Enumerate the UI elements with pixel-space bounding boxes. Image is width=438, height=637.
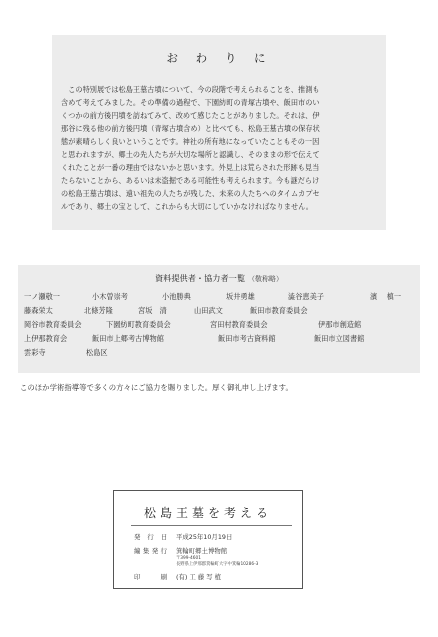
- contributor-name: 下園紡町教育委員会: [106, 320, 171, 329]
- published-value: 平成25年10月19日: [176, 533, 233, 541]
- contributor-name: 飯田市考古資料館: [218, 334, 276, 343]
- afterword-body: [61, 83, 378, 213]
- colophon-editor: [134, 546, 228, 555]
- contributors-panel: [18, 265, 420, 373]
- contributors-row: [24, 334, 414, 348]
- contributor-name: 北條芳隆: [84, 306, 113, 315]
- contributors-row: [24, 348, 414, 362]
- contributor-name: 岡谷市教育委員会: [24, 320, 82, 329]
- afterword-line: と思われますが、郷土の先人たちが大切な場所と認識し、そのままの形で伝えて: [61, 150, 320, 159]
- afterword-heading: お わ り に: [166, 51, 273, 65]
- acknowledgement-text: このほか学術指導等で多くの方々にご協力を賜りました。厚く御礼申し上げます。: [20, 383, 293, 392]
- afterword-line: たらないことから、あるいは未盗掘である可能性も考えられます。今も謎だらけ: [61, 176, 320, 185]
- afterword-line: ルであり、郷土の宝として、これからも大切にしていかなければなりません。: [61, 202, 313, 211]
- contributors-row: [24, 320, 414, 334]
- contributor-name: 松島区: [86, 348, 108, 357]
- contributor-name: 雲彩寺: [24, 348, 46, 357]
- afterword-line: くれたことが一番の理由ではないかと思います。外見上は荒らされた形跡も見当: [61, 163, 320, 172]
- print-value: (有) 工 藤 写 植: [176, 573, 222, 581]
- contributor-name: 飯田市立図書館: [314, 334, 365, 343]
- contributor-name: 飯田市上郷考古博物館: [92, 334, 164, 343]
- colophon-box: [113, 490, 303, 589]
- contributors-row: [24, 306, 414, 320]
- address: 長野県上伊那郡箕輪町大字中箕輪10286-3: [176, 562, 259, 567]
- editor-label: 編集発行: [134, 547, 170, 555]
- contributor-name: 坂井勇雄: [226, 292, 255, 301]
- contributor-name: 上伊那教育会: [24, 334, 68, 343]
- contributor-name: 飯田市教育委員会: [250, 306, 308, 315]
- afterword-line: くつかの前方後円墳を訪ねてみて、改めて感じたことがありました。それは、伊: [61, 111, 320, 120]
- colophon-printer: [134, 572, 222, 581]
- print-label: 印 刷: [134, 573, 170, 581]
- contributor-name: 山田武文: [194, 306, 223, 315]
- contributors-row: [24, 292, 414, 306]
- contributor-name: 藤森栄太: [24, 306, 53, 315]
- afterword-panel: [52, 35, 386, 230]
- afterword-line: 含めて考えてみました。その準備の過程で、下園紡町の青塚古墳や、飯田市のい: [61, 98, 320, 107]
- contributor-name: 伊那市創造館: [318, 320, 362, 329]
- contributor-name: 宮田村教育委員会: [210, 320, 268, 329]
- afterword-line: 態が素晴らしく良いということです。神社の所有地になっていたこともその一因: [61, 137, 320, 146]
- contributors-note: （敬称略）: [248, 275, 284, 283]
- contributor-name: 一ノ瀬敬一: [24, 292, 60, 301]
- colophon-divider: [131, 525, 292, 526]
- colophon-published: [134, 532, 233, 541]
- contributor-name: 小木曽崇考: [92, 292, 128, 301]
- afterword-line: この特別展では松島王墓古墳について、今の段階で考えられることを、推測も: [61, 85, 320, 94]
- editor-value: 箕輪町郷土博物館: [176, 547, 228, 555]
- published-label: 発 行 日: [134, 533, 170, 541]
- colophon-title: 松島王墓を考える: [143, 506, 272, 520]
- contributors-heading: [24, 273, 414, 284]
- contributor-name: 宮坂 清: [138, 306, 167, 315]
- afterword-line: 那谷に残る他の前方後円墳（青塚古墳含め）と比べても、松島王墓古墳の保存状: [61, 124, 320, 133]
- contributors-title: 資料提供者・協力者一覧: [154, 273, 246, 283]
- afterword-line: の松島王墓古墳は、遠い祖先の人たちが残した、未来の人たちへのタイムカプセ: [61, 189, 320, 198]
- postal-code: 〒399-4601: [176, 556, 201, 561]
- contributor-name: 澁谷恵美子: [288, 292, 324, 301]
- contributor-name: 濱 槙一: [370, 292, 402, 301]
- contributor-name: 小池勝典: [162, 292, 191, 301]
